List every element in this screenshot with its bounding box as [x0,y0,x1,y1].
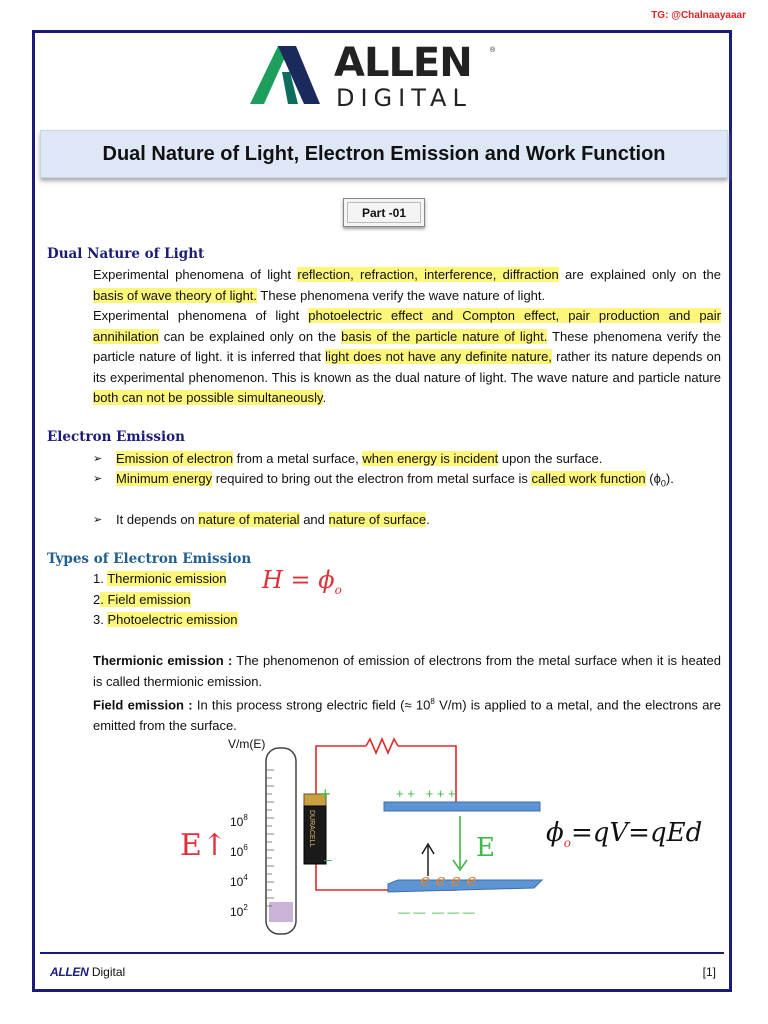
logo-sub: DIGITAL [336,84,472,112]
list-item: 2. Field emission [93,592,191,607]
plate-charges-minus: — — — — — [398,905,475,919]
tube-fill [269,902,293,922]
battery-brand: DURACELL [308,810,315,848]
bullet-item: ➢ It depends on nature of material and nature of surface. [93,512,430,527]
bullet-item: ➢ Minimum energy required to bring out the electron from metal surface is called work function $(\phi_0)$. [93,471,674,489]
heading-dual-nature: Dual Nature of Light [47,246,205,262]
plate-charges-plus: + + + + + [396,786,456,801]
field-emission-definition: Field emission : In this process strong electric field (≈ $10^8$ V/m) is applied to a metal, and the electrons are emitted from the surface. [93,697,721,733]
allen-digital-logo [250,42,520,114]
handwritten-work-function-equation: $\phi_o=qV=qEd$ [546,818,703,851]
thermionic-definition: Thermionic emission : The phenomenon of emission of electrons from the metal surface when it is heated is called thermionic emission. [93,653,721,689]
part-text: Part -01 [361,205,407,220]
dual-paragraph-1: Experimental phenomena of light reflection, refraction, interference, diffraction are explained only on the basis of wave theory of light. These phenomena verify the wave nature of light. [93,267,721,303]
footer-brand: ALLEN Digital [50,965,126,979]
resistor-icon [366,739,398,753]
footer-divider [40,952,724,954]
bullet-item: ➢ Emission of electron from a metal surface, when energy is incident upon the surface. [93,451,603,466]
tick-label: $10^2$ [230,903,248,919]
tick-label: $10^4$ [230,873,248,889]
svg-text:®: ® [490,47,496,54]
handwritten-e-arrow: E↑ [180,828,228,863]
dual-paragraph-2: Experimental phenomena of light photoelectric effect and Compton effect, pair production and pair annihilation can be explained only on the basis of the particle nature of light. These phenomena verify the particle nature of light. it is inferred that light does not have any definite nature, rather its nature depends on its experimental phenomenon. This is known as the dual nature of light. The wave nature and particle nature both can not be possible simultaneously. [93,308,721,405]
page-number: [1] [702,965,716,979]
handwritten-heat-annotation: $H = \phi_o$ [262,566,342,597]
page-title: Dual Nature of Light, Electron Emission and Work Function [102,142,666,165]
field-label: E [476,833,495,863]
telegram-handle: TG: @Chalnaayaaar [651,10,746,21]
tick-label: $10^6$ [230,843,248,859]
battery-minus: – [324,851,332,867]
upper-plate [384,802,540,811]
logo-word: ALLEN [334,42,472,86]
part-label [343,198,425,227]
axis-label: V/m(E) [228,737,266,751]
battery-plus: + [320,784,331,804]
heading-types-of-emission: Types of Electron Emission [47,551,252,567]
title-banner [40,130,728,178]
list-item: 1. Thermionic emission [93,571,227,586]
tick-label: $10^8$ [230,813,248,829]
heading-electron-emission: Electron Emission [47,429,185,445]
list-item: 3. Photoelectric emission [93,612,238,627]
electrons: e e e e [420,871,477,891]
